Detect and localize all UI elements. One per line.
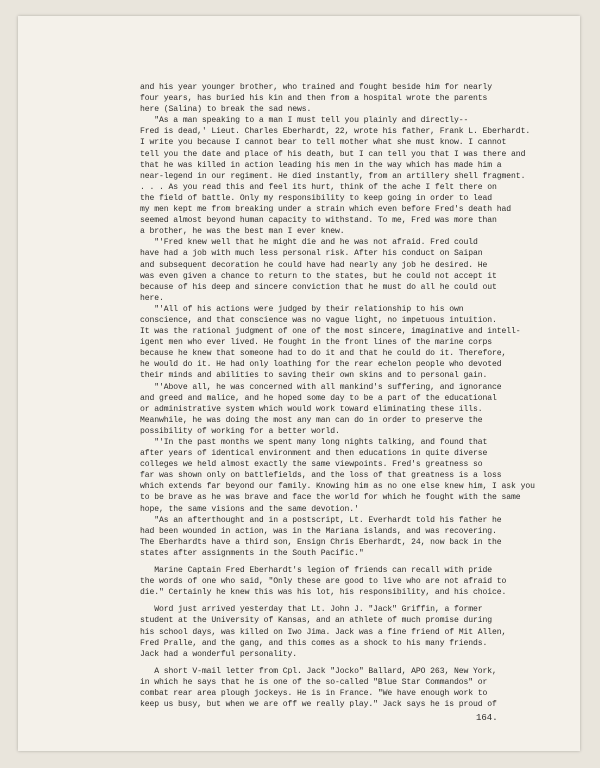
text-line: conscience, and that conscience was no vague light, no impetuous intuition. (140, 315, 497, 325)
text-line: colleges we held almost exactly the same viewpoints. Fred's greatness so (140, 460, 483, 470)
paragraph (140, 565, 600, 598)
text-line: their minds and abilities to saving their own skins and to personal gain. (140, 371, 488, 381)
text-line: igent men who ever lived. He fought in the front lines of the marine corps (140, 338, 493, 348)
text-line: his school days, was killed on Iwo Jima. Jack was a fine friend of Mit Allen, (140, 627, 507, 637)
text-line: the words of one who said, "Only these are good to live who are not afraid to (140, 577, 507, 587)
text-line: far was shown only on battlefields, and the loss of that greatness is a loss (140, 471, 502, 481)
text-line: here (Salina) to break the sad news. (140, 105, 312, 115)
text-line: and his year younger brother, who trained and fought beside him for nearly (140, 83, 493, 92)
text-line: which extends far beyond our family. Knowing him as no one else knew him, I ask you (140, 482, 535, 492)
paragraph (140, 666, 600, 710)
text-line: was even given a chance to return to the states, but he could not accept it (140, 271, 497, 281)
text-line: had been wounded in action, was in the Mariana islands, and was recovering. (140, 526, 497, 536)
paper-sheet (18, 16, 580, 751)
text-line: to be brave as he was brave and face the world for which he fought with the same (140, 493, 521, 503)
text-line: or administrative system which would work toward eliminating these ills. (140, 404, 483, 414)
typed-letter-body (140, 82, 600, 710)
text-line: a brother, he was the best man I ever knew. (140, 227, 345, 237)
text-line: Fred Pralle, and the gang, and this comes as a shock to his many friends. (140, 638, 488, 648)
text-line: die." Certainly he knew this was his lot, his responsibility, and his choice. (140, 588, 507, 598)
text-line: seemed almost beyond human capacity to withstand. To me, Fred was more than (140, 216, 497, 226)
text-line: hope, the same visions and the same devotion.' (140, 504, 359, 514)
text-line: keep us busy, but when we are off we really play." Jack says he is proud of (140, 700, 497, 710)
text-line: "'All of his actions were judged by their relationship to his own (140, 304, 464, 314)
text-line: after years of identical environment and then educations in quite diverse (140, 449, 488, 459)
text-line: and greed and malice, and he hoped some day to be a part of the educational (140, 393, 497, 403)
text-line: Word just arrived yesterday that Lt. John J. "Jack" Griffin, a former (140, 605, 483, 615)
text-line: because he knew that someone had to do it and that he could do it. Therefore, (140, 349, 507, 359)
text-line: in which he says that he is one of the so-called "Blue Star Commandos" or (140, 677, 488, 687)
text-line: here. (140, 293, 164, 303)
text-line: "'Above all, he was concerned with all mankind's suffering, and ignorance (140, 382, 502, 392)
text-line: and subsequent decoration he could have had nearly any job he desired. He (140, 260, 488, 270)
text-line: have had a job with much less personal risk. After his conduct on Saipan (140, 249, 483, 259)
text-line: that he was killed in action leading his men in the way which has made him a (140, 160, 502, 170)
text-line: student at the University of Kansas, and an athlete of much promise during (140, 616, 493, 626)
text-line: states after assignments in the South Pacific." (140, 548, 364, 558)
text-line: combat rear area plough jockeys. He is in France. "We have enough work to (140, 688, 488, 698)
text-line: my men kept me from breaking under a strain which even before Fred's death had (140, 205, 512, 215)
text-line: the field of battle. Only my responsibility to keep going in order to lead (140, 193, 493, 203)
text-line: tell you the date and place of his death, but I can tell you that I was there and (140, 149, 526, 159)
text-line: It was the rational judgment of one of the most sincere, imaginative and intell- (140, 327, 521, 337)
text-line: near-legend in our regiment. He died instantly, from an artillery shell fragment. (140, 171, 526, 181)
text-line: . . . As you read this and feel its hurt, think of the ache I felt there on (140, 182, 497, 192)
text-line: "'Fred knew well that he might die and he was not afraid. Fred could (140, 238, 478, 248)
paragraph (140, 604, 600, 659)
page-number: 164. (476, 713, 498, 723)
text-line: Meanwhile, he was doing the most any man can do in order to preserve the (140, 415, 483, 425)
text-line: "As an afterthought and in a postscript, Lt. Everhardt told his father he (140, 515, 502, 525)
text-line: I write you because I cannot bear to tell mother what she must know. I cannot (140, 138, 507, 148)
text-line: four years, has buried his kin and then from a hospital wrote the parents (140, 94, 488, 104)
text-line: "'In the past months we spent many long nights talking, and found that (140, 438, 488, 447)
text-line: because of his deep and sincere conviction that he must do all he could out (140, 282, 497, 292)
paragraph (140, 82, 600, 559)
text-line: he would do it. He had only loathing for the rear echelon people who devoted (140, 360, 502, 370)
text-line: A short V-mail letter from Cpl. Jack "Jocko" Ballard, APO 263, New York, (140, 666, 497, 676)
text-line: Jack had a wonderful personality. (140, 649, 297, 659)
text-line: The Eberhardts have a third son, Ensign Chris Eberhardt, 24, now back in the (140, 537, 502, 547)
text-line: possibility of working for a better world. (140, 426, 340, 436)
text-line: Fred is dead,' Lieut. Charles Eberhardt, 22, wrote his father, Frank L. Eberhardt. (140, 127, 531, 137)
text-line: "As a man speaking to a man I must tell you plainly and directly-- (140, 116, 469, 126)
text-line: Marine Captain Fred Eberhardt's legion of friends can recall with pride (140, 566, 493, 576)
